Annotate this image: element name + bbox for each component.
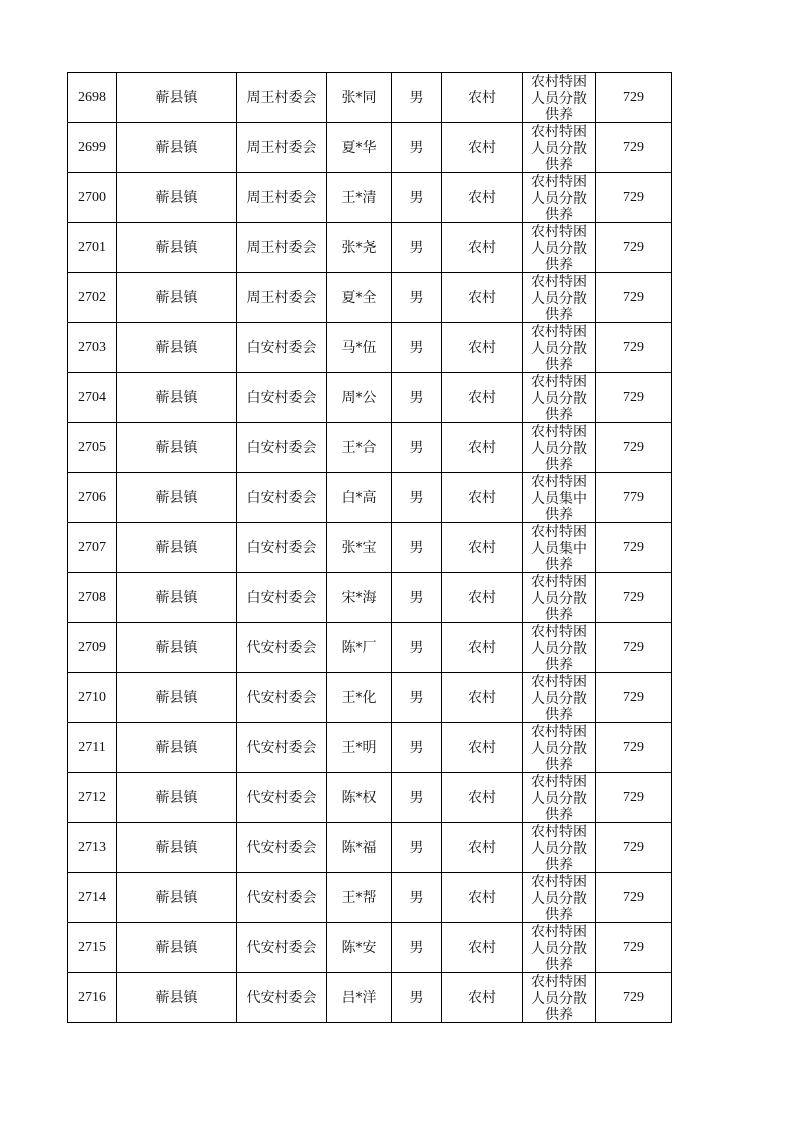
gender-cell: 男 xyxy=(392,473,442,523)
serial-number-cell: 2710 xyxy=(68,673,117,723)
person-name-cell: 周*公 xyxy=(327,373,392,423)
support-category-text: 农村特困人员分散供养 xyxy=(531,674,587,722)
amount-cell: 729 xyxy=(596,523,672,573)
village-committee-cell: 代安村委会 xyxy=(237,973,327,1023)
support-category-cell xyxy=(523,123,596,173)
table-row xyxy=(68,823,672,873)
support-category-cell xyxy=(523,873,596,923)
support-category-cell xyxy=(523,623,596,673)
amount-cell: 729 xyxy=(596,573,672,623)
amount-cell: 729 xyxy=(596,73,672,123)
support-category-text: 农村特困人员分散供养 xyxy=(531,374,587,422)
serial-number-cell: 2708 xyxy=(68,573,117,623)
area-type-cell: 农村 xyxy=(442,523,523,573)
serial-number-cell: 2700 xyxy=(68,173,117,223)
support-category-text: 农村特困人员分散供养 xyxy=(531,724,587,772)
village-committee-cell: 白安村委会 xyxy=(237,473,327,523)
person-name-cell: 陈*权 xyxy=(327,773,392,823)
town-cell: 蕲县镇 xyxy=(117,423,237,473)
support-category-cell xyxy=(523,223,596,273)
town-cell: 蕲县镇 xyxy=(117,473,237,523)
support-category-text: 农村特困人员分散供养 xyxy=(531,324,587,372)
town-cell: 蕲县镇 xyxy=(117,773,237,823)
town-cell: 蕲县镇 xyxy=(117,523,237,573)
town-cell: 蕲县镇 xyxy=(117,223,237,273)
table-row xyxy=(68,723,672,773)
area-type-cell: 农村 xyxy=(442,223,523,273)
person-name-cell: 王*合 xyxy=(327,423,392,473)
support-category-text: 农村特困人员集中供养 xyxy=(531,474,587,522)
area-type-cell: 农村 xyxy=(442,273,523,323)
town-cell: 蕲县镇 xyxy=(117,973,237,1023)
table-row xyxy=(68,973,672,1023)
gender-cell: 男 xyxy=(392,923,442,973)
village-committee-cell: 代安村委会 xyxy=(237,773,327,823)
serial-number-cell: 2702 xyxy=(68,273,117,323)
town-cell: 蕲县镇 xyxy=(117,323,237,373)
support-category-cell xyxy=(523,973,596,1023)
amount-cell: 729 xyxy=(596,623,672,673)
table-row xyxy=(68,73,672,123)
roster-body xyxy=(68,73,672,1023)
table-row xyxy=(68,423,672,473)
support-category-cell xyxy=(523,423,596,473)
person-name-cell: 吕*洋 xyxy=(327,973,392,1023)
support-category-cell xyxy=(523,923,596,973)
town-cell: 蕲县镇 xyxy=(117,823,237,873)
town-cell: 蕲县镇 xyxy=(117,723,237,773)
serial-number-cell: 2711 xyxy=(68,723,117,773)
support-category-text: 农村特困人员分散供养 xyxy=(531,124,587,172)
area-type-cell: 农村 xyxy=(442,673,523,723)
table-row xyxy=(68,323,672,373)
village-committee-cell: 代安村委会 xyxy=(237,673,327,723)
person-name-cell: 王*帮 xyxy=(327,873,392,923)
area-type-cell: 农村 xyxy=(442,73,523,123)
support-category-cell xyxy=(523,723,596,773)
village-committee-cell: 周王村委会 xyxy=(237,223,327,273)
gender-cell: 男 xyxy=(392,123,442,173)
support-category-text: 农村特困人员分散供养 xyxy=(531,224,587,272)
village-committee-cell: 周王村委会 xyxy=(237,123,327,173)
area-type-cell: 农村 xyxy=(442,123,523,173)
table-row xyxy=(68,773,672,823)
support-category-text: 农村特困人员分散供养 xyxy=(531,424,587,472)
support-category-cell xyxy=(523,473,596,523)
relief-roster-table xyxy=(67,72,672,1023)
person-name-cell: 陈*安 xyxy=(327,923,392,973)
person-name-cell: 宋*海 xyxy=(327,573,392,623)
support-category-cell xyxy=(523,573,596,623)
gender-cell: 男 xyxy=(392,373,442,423)
gender-cell: 男 xyxy=(392,873,442,923)
town-cell: 蕲县镇 xyxy=(117,373,237,423)
support-category-text: 农村特困人员分散供养 xyxy=(531,174,587,222)
support-category-text: 农村特困人员分散供养 xyxy=(531,74,587,122)
amount-cell: 779 xyxy=(596,473,672,523)
village-committee-cell: 代安村委会 xyxy=(237,823,327,873)
area-type-cell: 农村 xyxy=(442,973,523,1023)
serial-number-cell: 2713 xyxy=(68,823,117,873)
serial-number-cell: 2698 xyxy=(68,73,117,123)
gender-cell: 男 xyxy=(392,823,442,873)
town-cell: 蕲县镇 xyxy=(117,573,237,623)
gender-cell: 男 xyxy=(392,423,442,473)
amount-cell: 729 xyxy=(596,723,672,773)
town-cell: 蕲县镇 xyxy=(117,923,237,973)
person-name-cell: 夏*全 xyxy=(327,273,392,323)
gender-cell: 男 xyxy=(392,73,442,123)
gender-cell: 男 xyxy=(392,773,442,823)
amount-cell: 729 xyxy=(596,673,672,723)
area-type-cell: 农村 xyxy=(442,423,523,473)
area-type-cell: 农村 xyxy=(442,773,523,823)
town-cell: 蕲县镇 xyxy=(117,273,237,323)
support-category-text: 农村特困人员分散供养 xyxy=(531,824,587,872)
support-category-text: 农村特困人员分散供养 xyxy=(531,624,587,672)
support-category-text: 农村特困人员分散供养 xyxy=(531,924,587,972)
town-cell: 蕲县镇 xyxy=(117,123,237,173)
village-committee-cell: 白安村委会 xyxy=(237,523,327,573)
support-category-text: 农村特困人员分散供养 xyxy=(531,874,587,922)
area-type-cell: 农村 xyxy=(442,473,523,523)
gender-cell: 男 xyxy=(392,323,442,373)
person-name-cell: 夏*华 xyxy=(327,123,392,173)
support-category-cell xyxy=(523,323,596,373)
gender-cell: 男 xyxy=(392,723,442,773)
table-row xyxy=(68,923,672,973)
gender-cell: 男 xyxy=(392,623,442,673)
support-category-cell xyxy=(523,373,596,423)
table-row xyxy=(68,123,672,173)
village-committee-cell: 白安村委会 xyxy=(237,323,327,373)
amount-cell: 729 xyxy=(596,123,672,173)
village-committee-cell: 白安村委会 xyxy=(237,373,327,423)
gender-cell: 男 xyxy=(392,973,442,1023)
support-category-cell xyxy=(523,273,596,323)
serial-number-cell: 2716 xyxy=(68,973,117,1023)
area-type-cell: 农村 xyxy=(442,623,523,673)
person-name-cell: 张*尧 xyxy=(327,223,392,273)
support-category-cell xyxy=(523,823,596,873)
support-category-cell xyxy=(523,73,596,123)
area-type-cell: 农村 xyxy=(442,173,523,223)
amount-cell: 729 xyxy=(596,823,672,873)
village-committee-cell: 周王村委会 xyxy=(237,73,327,123)
support-category-cell xyxy=(523,523,596,573)
area-type-cell: 农村 xyxy=(442,923,523,973)
serial-number-cell: 2699 xyxy=(68,123,117,173)
person-name-cell: 马*伍 xyxy=(327,323,392,373)
town-cell: 蕲县镇 xyxy=(117,623,237,673)
support-category-text: 农村特困人员分散供养 xyxy=(531,774,587,822)
table-row xyxy=(68,873,672,923)
person-name-cell: 王*化 xyxy=(327,673,392,723)
serial-number-cell: 2712 xyxy=(68,773,117,823)
gender-cell: 男 xyxy=(392,673,442,723)
table-row xyxy=(68,473,672,523)
amount-cell: 729 xyxy=(596,923,672,973)
person-name-cell: 陈*福 xyxy=(327,823,392,873)
serial-number-cell: 2707 xyxy=(68,523,117,573)
gender-cell: 男 xyxy=(392,523,442,573)
table-row xyxy=(68,673,672,723)
town-cell: 蕲县镇 xyxy=(117,873,237,923)
person-name-cell: 王*清 xyxy=(327,173,392,223)
amount-cell: 729 xyxy=(596,873,672,923)
amount-cell: 729 xyxy=(596,373,672,423)
town-cell: 蕲县镇 xyxy=(117,173,237,223)
table-row xyxy=(68,373,672,423)
table-row xyxy=(68,173,672,223)
support-category-cell xyxy=(523,173,596,223)
area-type-cell: 农村 xyxy=(442,323,523,373)
serial-number-cell: 2714 xyxy=(68,873,117,923)
village-committee-cell: 代安村委会 xyxy=(237,923,327,973)
town-cell: 蕲县镇 xyxy=(117,673,237,723)
gender-cell: 男 xyxy=(392,273,442,323)
person-name-cell: 张*宝 xyxy=(327,523,392,573)
serial-number-cell: 2709 xyxy=(68,623,117,673)
village-committee-cell: 周王村委会 xyxy=(237,173,327,223)
area-type-cell: 农村 xyxy=(442,573,523,623)
village-committee-cell: 白安村委会 xyxy=(237,423,327,473)
serial-number-cell: 2701 xyxy=(68,223,117,273)
serial-number-cell: 2706 xyxy=(68,473,117,523)
area-type-cell: 农村 xyxy=(442,373,523,423)
serial-number-cell: 2704 xyxy=(68,373,117,423)
amount-cell: 729 xyxy=(596,423,672,473)
town-cell: 蕲县镇 xyxy=(117,73,237,123)
area-type-cell: 农村 xyxy=(442,723,523,773)
person-name-cell: 张*同 xyxy=(327,73,392,123)
support-category-text: 农村特困人员分散供养 xyxy=(531,274,587,322)
amount-cell: 729 xyxy=(596,223,672,273)
table-row xyxy=(68,223,672,273)
amount-cell: 729 xyxy=(596,323,672,373)
table-row xyxy=(68,623,672,673)
support-category-text: 农村特困人员分散供养 xyxy=(531,974,587,1022)
serial-number-cell: 2705 xyxy=(68,423,117,473)
village-committee-cell: 代安村委会 xyxy=(237,723,327,773)
gender-cell: 男 xyxy=(392,573,442,623)
table-row xyxy=(68,573,672,623)
amount-cell: 729 xyxy=(596,973,672,1023)
village-committee-cell: 周王村委会 xyxy=(237,273,327,323)
amount-cell: 729 xyxy=(596,173,672,223)
serial-number-cell: 2703 xyxy=(68,323,117,373)
village-committee-cell: 白安村委会 xyxy=(237,573,327,623)
gender-cell: 男 xyxy=(392,223,442,273)
village-committee-cell: 代安村委会 xyxy=(237,623,327,673)
amount-cell: 729 xyxy=(596,273,672,323)
support-category-cell xyxy=(523,673,596,723)
person-name-cell: 白*高 xyxy=(327,473,392,523)
support-category-text: 农村特困人员集中供养 xyxy=(531,524,587,572)
area-type-cell: 农村 xyxy=(442,823,523,873)
gender-cell: 男 xyxy=(392,173,442,223)
table-row xyxy=(68,273,672,323)
support-category-text: 农村特困人员分散供养 xyxy=(531,574,587,622)
person-name-cell: 王*明 xyxy=(327,723,392,773)
area-type-cell: 农村 xyxy=(442,873,523,923)
person-name-cell: 陈*厂 xyxy=(327,623,392,673)
serial-number-cell: 2715 xyxy=(68,923,117,973)
table-row xyxy=(68,523,672,573)
amount-cell: 729 xyxy=(596,773,672,823)
village-committee-cell: 代安村委会 xyxy=(237,873,327,923)
support-category-cell xyxy=(523,773,596,823)
